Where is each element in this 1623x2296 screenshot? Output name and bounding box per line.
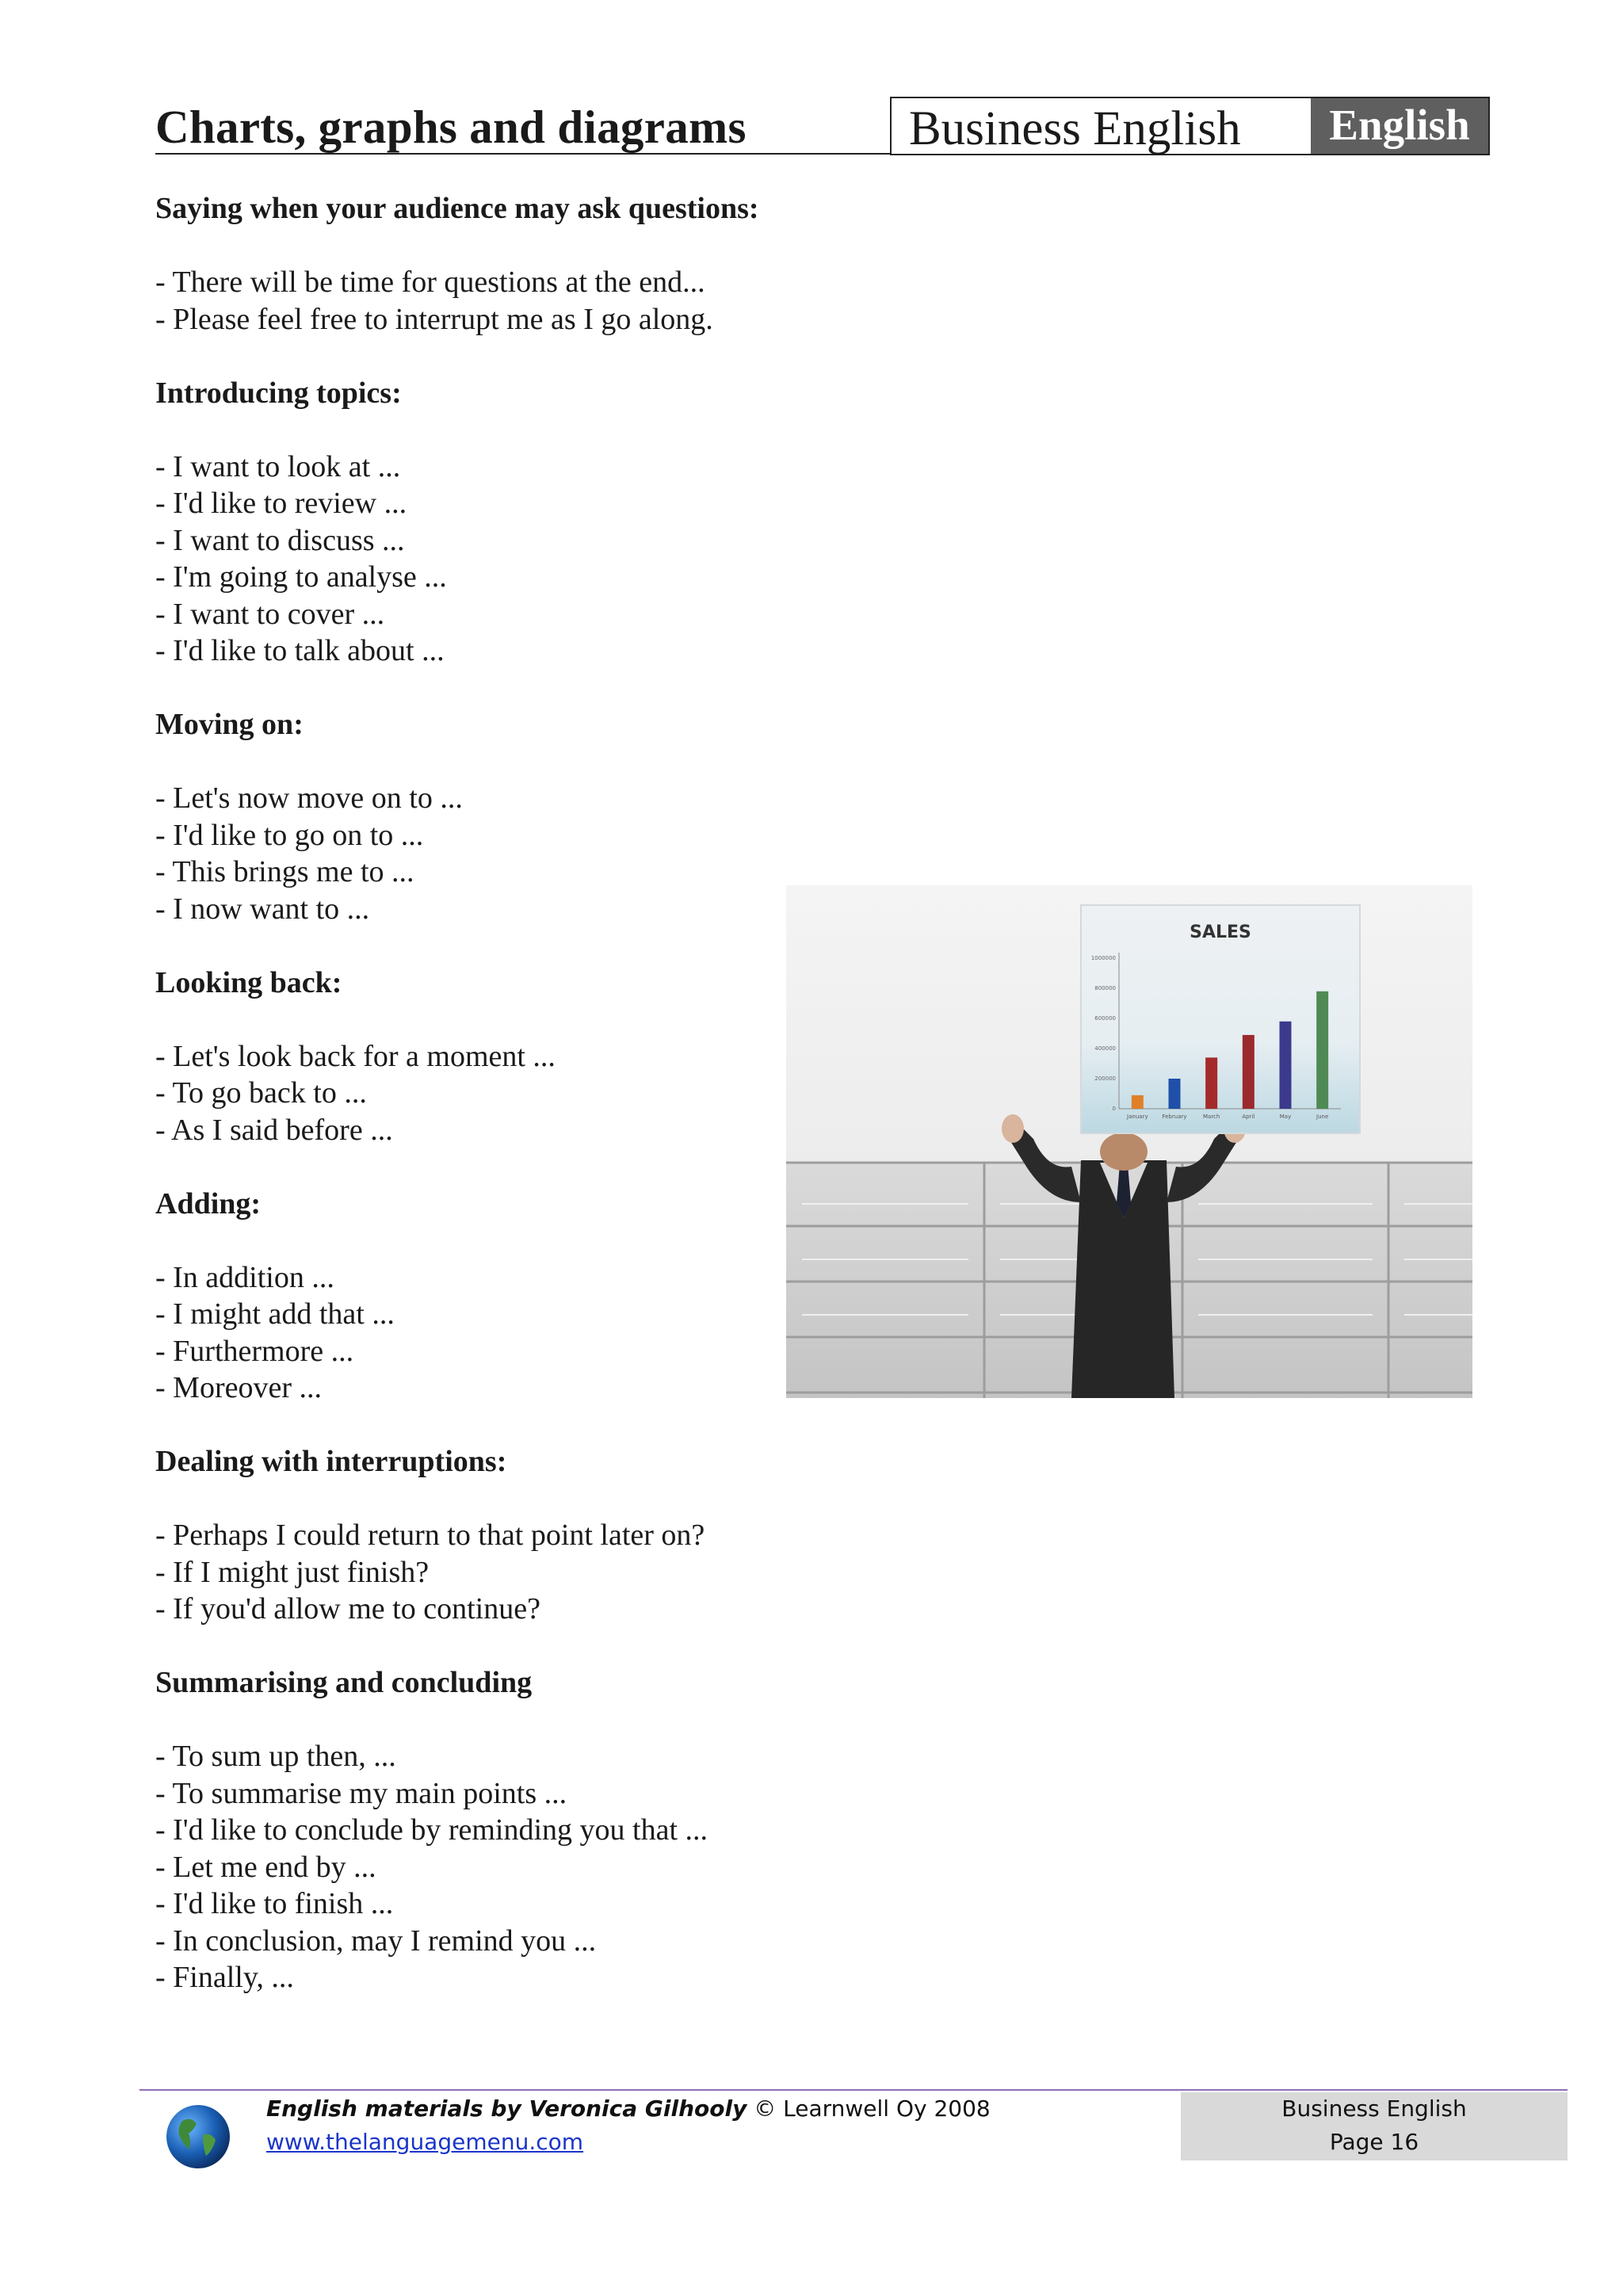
phrase-section: [155, 706, 869, 927]
phrase-line: - To summarise my main points ...: [155, 1776, 567, 1810]
sales-bar: [1132, 1095, 1144, 1109]
phrase-section: [155, 1186, 869, 1407]
section-heading: Saying when your audience may ask questions:: [155, 192, 759, 225]
section-heading: Dealing with interruptions:: [155, 1445, 507, 1478]
phrase-section: [155, 190, 869, 338]
phrase-line: - I want to look at ...: [155, 449, 401, 483]
phrase-line: - Furthermore ...: [155, 1334, 354, 1368]
page-title: Charts, graphs and diagrams: [155, 101, 747, 153]
phrase-line: - If you'd allow me to continue?: [155, 1592, 540, 1626]
section-heading: Introducing topics:: [155, 376, 402, 410]
phrase-line: - To sum up then, ...: [155, 1740, 396, 1773]
y-tick-label: 1000000: [1090, 955, 1116, 961]
sales-bar: [1243, 1035, 1254, 1109]
phrase-line: - I'd like to conclude by reminding you that ...: [155, 1813, 708, 1847]
month-label: May: [1279, 1114, 1292, 1120]
phrase-line: - There will be time for questions at the end...: [155, 266, 705, 299]
sales-photo: [786, 885, 1472, 1398]
phrase-line: - Let me end by ...: [155, 1850, 376, 1884]
phrase-line: - This brings me to ...: [155, 855, 414, 888]
phrase-section: [155, 1443, 869, 1628]
footer-author: English materials by Veronica Gilhooly: [266, 2095, 747, 2122]
phrase-line: - I want to discuss ...: [155, 523, 405, 557]
footer-page-box: [1181, 2092, 1568, 2160]
phrase-line: - I'd like to review ...: [155, 487, 407, 520]
phrase-line: - I'd like to finish ...: [155, 1887, 394, 1920]
phrase-section: [155, 965, 869, 1149]
phrase-line: - Moreover ...: [155, 1371, 322, 1404]
phrase-line: - If I might just finish?: [155, 1555, 430, 1589]
month-label: April: [1242, 1114, 1255, 1120]
y-tick-label: 0: [1112, 1106, 1116, 1112]
page-header: [155, 94, 1487, 155]
sign-title: SALES: [1190, 923, 1251, 942]
sales-photo-illustration: [786, 885, 1472, 1398]
section-heading: Moving on:: [155, 708, 304, 741]
footer-divider: [139, 2089, 1568, 2091]
phrase-section: [155, 1664, 869, 1996]
phrase-line: - Please feel free to interrupt me as I go along.: [155, 302, 713, 336]
globe-icon: [165, 2103, 231, 2170]
section-heading: Summarising and concluding: [155, 1666, 533, 1699]
phrase-line: - Let's now move on to ...: [155, 781, 463, 815]
section-heading: Adding:: [155, 1186, 262, 1221]
subject-badge: [890, 97, 1490, 155]
month-label: January: [1127, 1114, 1148, 1120]
phrase-list: [155, 190, 869, 2033]
phrase-line: - To go back to ...: [155, 1076, 367, 1110]
month-label: June: [1316, 1114, 1329, 1120]
phrase-line: - I'd like to go on to ...: [155, 818, 424, 852]
phrase-line: - I now want to ...: [155, 892, 370, 926]
month-label: March: [1202, 1114, 1220, 1120]
y-tick-label: 800000: [1094, 985, 1116, 991]
sales-bar: [1316, 991, 1328, 1109]
footer-copyright: © Learnwell Oy 2008: [747, 2095, 991, 2122]
phrase-line: - Finally, ...: [155, 1961, 294, 1994]
phrase-line: - I'd like to talk about ...: [155, 634, 445, 667]
y-tick-label: 600000: [1094, 1015, 1116, 1022]
footer-website-link[interactable]: www.thelanguagemenu.com: [266, 2129, 584, 2155]
sales-bar: [1169, 1079, 1181, 1109]
sales-bar: [1280, 1022, 1292, 1109]
phrase-line: - In conclusion, may I remind you ...: [155, 1924, 597, 1958]
title-underline: [155, 153, 891, 155]
subject-badge-label: Business English: [909, 102, 1241, 155]
sales-bar: [1205, 1057, 1217, 1109]
section-heading: Looking back:: [155, 965, 342, 999]
y-tick-label: 400000: [1094, 1045, 1116, 1052]
phrase-line: - In addition ...: [155, 1260, 334, 1294]
phrase-section: [155, 375, 869, 670]
phrase-line: - I want to cover ...: [155, 597, 385, 631]
month-label: February: [1162, 1114, 1187, 1120]
phrase-line: - I might add that ...: [155, 1297, 395, 1331]
footer-subject: Business English: [1281, 2095, 1467, 2122]
sales-sign: [1081, 905, 1360, 1133]
language-badge: English: [1311, 98, 1488, 154]
page-number: Page 16: [1329, 2129, 1419, 2155]
phrase-line: - I'm going to analyse ...: [155, 560, 447, 594]
y-tick-label: 200000: [1094, 1075, 1116, 1082]
footer-credit: [266, 2092, 991, 2159]
phrase-line: - Let's look back for a moment ...: [155, 1039, 556, 1073]
phrase-line: - Perhaps I could return to that point later on?: [155, 1519, 705, 1552]
phrase-line: - As I said before ...: [155, 1113, 393, 1147]
